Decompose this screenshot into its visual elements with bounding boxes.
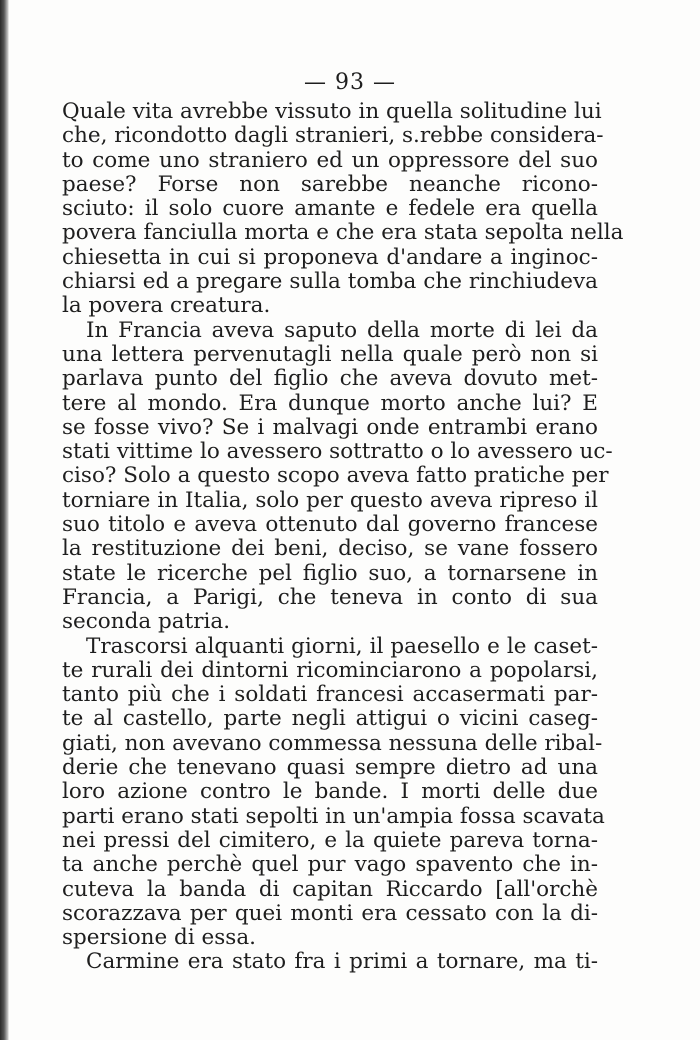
text-line: derie che tenevano quasi sempre dietro ad una bbox=[62, 755, 598, 781]
text-line: povera fanciulla morta e che era stata sepolta nella bbox=[62, 220, 624, 246]
text-line: loro azione contro le bande. I morti delle due bbox=[62, 779, 598, 805]
binding-edge bbox=[0, 0, 9, 1040]
text-line: che, ricondotto dagli stranieri, s.rebbe considera- bbox=[62, 123, 604, 149]
text-line: In Francia aveva saputo della morte di lei da bbox=[86, 317, 598, 343]
text-line: parlava punto del figlio che aveva dovuto met- bbox=[62, 366, 598, 392]
text-line: Trascorsi alquanti giorni, il paesello e le caset- bbox=[86, 633, 598, 659]
text-line: Quale vita avrebbe vissuto in quella solitudine lui bbox=[62, 99, 602, 124]
text-line: tere al mondo. Era dunque morto anche lui? E bbox=[62, 390, 598, 416]
text-line: te rurali dei dintorni ricominciarono a popolarsi, bbox=[62, 657, 598, 683]
text-line: scorazzava per quei monti era cessato con la di- bbox=[62, 900, 598, 926]
text-line: chiesetta in cui si proponeva d'andare a inginoc- bbox=[62, 244, 598, 270]
text-line: tanto più che i soldati francesi accasermati par- bbox=[62, 682, 598, 708]
text-line: sciuto: il solo cuore amante e fedele era quella bbox=[62, 196, 598, 222]
text-line: giati, non avevano commessa nessuna delle ribal- bbox=[62, 730, 603, 756]
text-line: Carmine era stato fra i primi a tornare, ma ti- bbox=[86, 949, 598, 975]
text-line: suo titolo e aveva ottenuto dal governo francese bbox=[62, 512, 598, 538]
text-line: ciso? Solo a questo scopo aveva fatto pratiche per bbox=[62, 463, 609, 489]
text-line: la restituzione dei beni, deciso, se vane fossero bbox=[62, 536, 598, 562]
text-line: la povera creatura. bbox=[62, 293, 271, 319]
text-line: una lettera pervenutagli nella quale però non si bbox=[62, 341, 598, 367]
text-line: cuteva la banda di capitan Riccardo [all'orchè bbox=[62, 876, 598, 902]
text-line: stati vittime lo avessero sottratto o lo avessero uc- bbox=[62, 439, 613, 465]
text-line: te al castello, parte negli attigui o vicini caseg- bbox=[62, 706, 598, 732]
text-line: chiarsi ed a pregare sulla tomba che rinchiudeva bbox=[62, 269, 598, 295]
text-line: Francia, a Parigi, che teneva in conto di sua bbox=[62, 584, 598, 610]
text-line: se fosse vivo? Se i malvagi onde entrambi erano bbox=[62, 414, 598, 440]
text-line: to come uno straniero ed un oppressore del suo bbox=[62, 147, 598, 173]
text-line: spersione di essa. bbox=[62, 925, 256, 951]
body-text bbox=[62, 99, 624, 975]
text-line: torniare in Italia, solo per questo aveva ripreso il bbox=[62, 487, 598, 513]
text-line: paese? Forse non sarebbe neanche ricono- bbox=[62, 171, 598, 197]
text-line: parti erano stati sepolti in un'ampia fossa scavata bbox=[62, 803, 605, 829]
text-line: ta anche perchè quel pur vago spavento che in- bbox=[62, 852, 598, 878]
text-line: seconda patria. bbox=[62, 609, 231, 635]
text-line: state le ricerche pel figlio suo, a tornarsene in bbox=[62, 560, 598, 586]
text-line: nei pressi del cimitero, e la quiete pareva torna- bbox=[62, 827, 598, 853]
page-number: — 93 — bbox=[304, 70, 396, 95]
